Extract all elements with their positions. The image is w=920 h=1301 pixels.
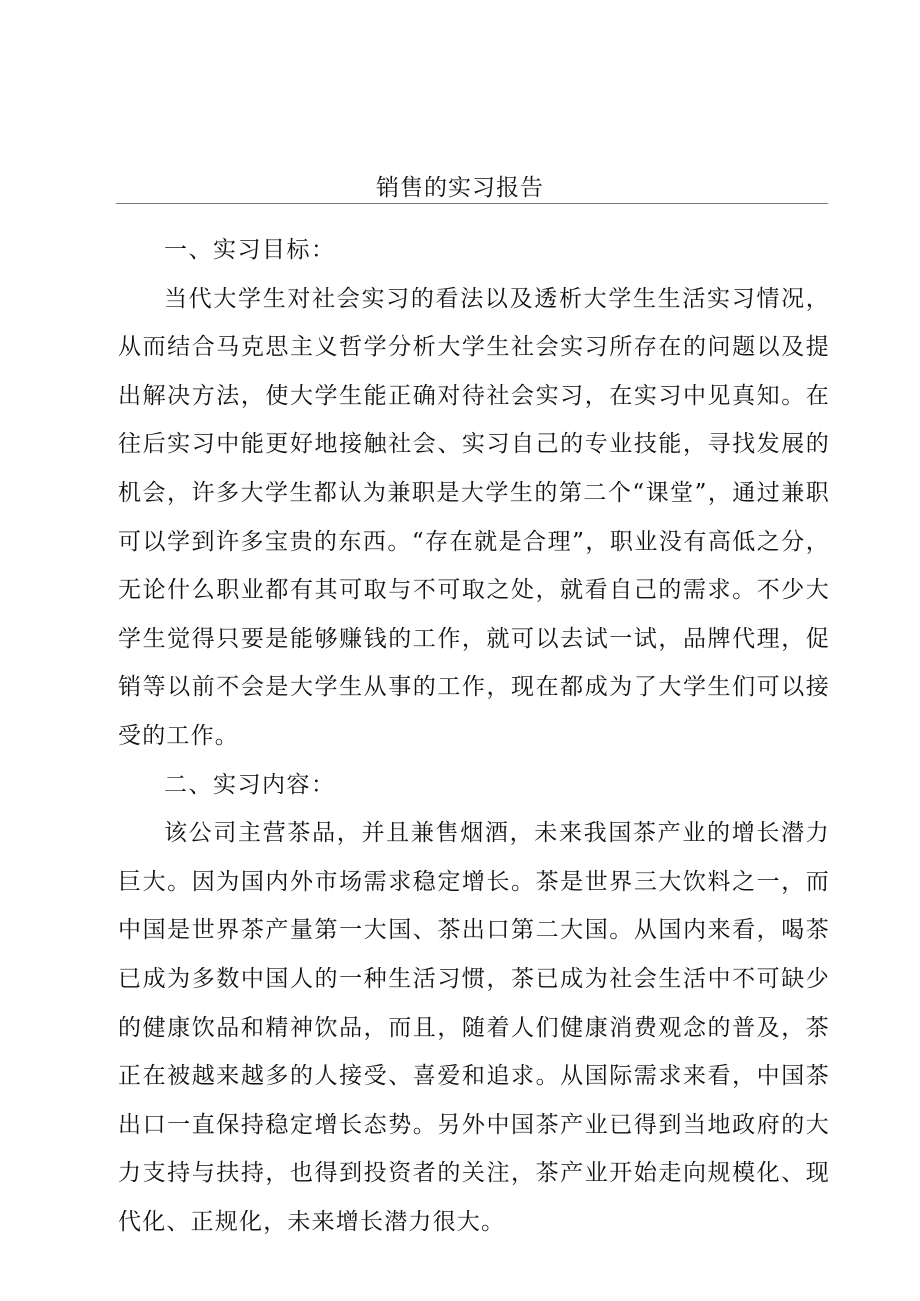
page-title: 销售的实习报告 — [376, 175, 544, 201]
section-heading-content: 二、实习内容： — [164, 771, 336, 798]
section-body-goal: 当代大学生对社会实习的看法以及透析大学生生活实习情况，从而结合马克思主义哲学分析大学生社会实习所存在的问题以及提出解决方法，使大学生能正确对待社会实习，在实习中见真知。在往后实习中能更好地接触社会、实习自己的专业技能，寻找发展的机会，许多大学生都认为兼职是大学生的第二个“课堂”，通过兼职可以学到许多宝贵的东西。“存在就是合理”，职业没有高低之分，无论什么职业都有其可取与不可取之处，就看自己的需求。不少大学生觉得只要是能够赚钱的工作，就可以去试一试，品牌代理，促销等以前不会是大学生从事的工作，现在都成为了大学生们可以接受的工作。 — [118, 285, 830, 749]
section-body-content: 该公司主营茶品，并且兼售烟酒，未来我国茶产业的增长潜力巨大。因为国内外市场需求稳定增长。茶是世界三大饮料之一，而中国是世界茶产量第一大国、茶出口第二大国。从国内来看，喝茶已成为多数中国人的一种生活习惯，茶已成为社会生活中不可缺少的健康饮品和精神饮品，而且，随着人们健康消费观念的普及，茶正在被越来越多的人接受、喜爱和追求。从国际需求来看，中国茶出口一直保持稳定增长态势。另外中国茶产业已得到当地政府的大力支持与扶持，也得到投资者的关注，茶产业开始走向规模化、现代化、正规化，未来增长潜力很大。 — [118, 820, 830, 1235]
document-body — [118, 226, 830, 1246]
title-divider — [116, 203, 828, 204]
section-heading-goal: 一、实习目标： — [164, 237, 336, 263]
